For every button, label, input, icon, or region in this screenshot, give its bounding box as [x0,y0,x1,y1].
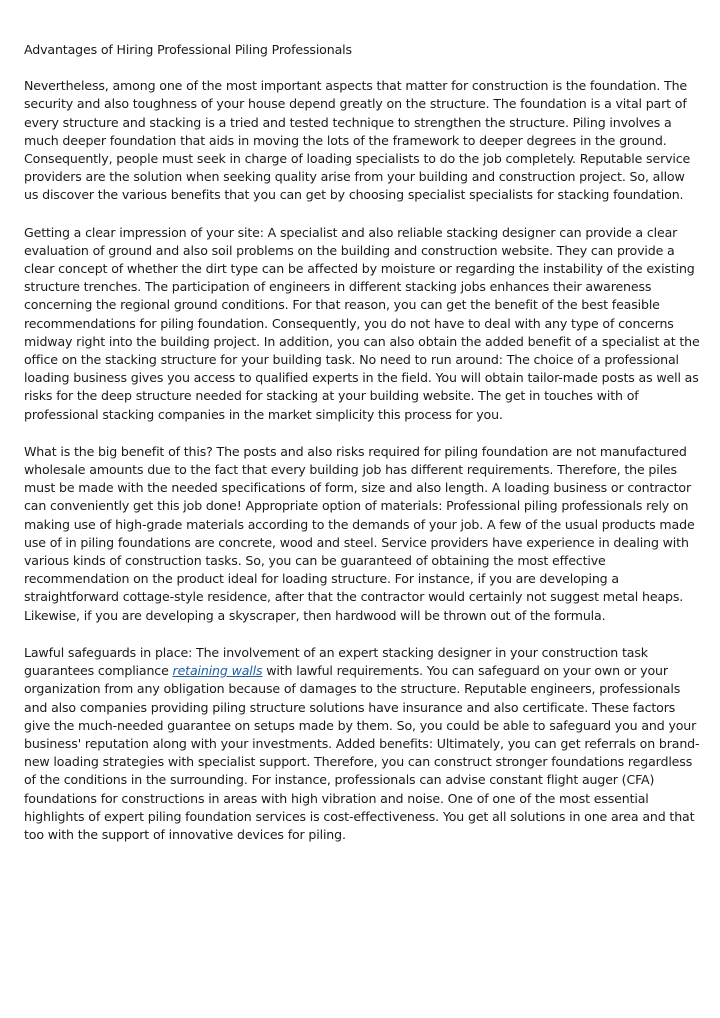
document-title: Advantages of Hiring Professional Piling Professionals [24,42,352,57]
paragraph-4-text-after: with lawful requirements. You can safeguard on your own or your organization from any obligation because of damages to the structure. Reputable engineers, professionals and also companies providing piling structure solutions have insurance and also certificate. These factors give the much-needed guarantee on setups made by them. So, you could be able to safeguard you and your business' reputation along with your investments. Added benefits: Ultimately, you can get referrals on brand-new loading strategies with specialist support. Therefore, you can construct stronger foundations regardless of the conditions in the surrounding. For instance, professionals can advise constant flight auger (CFA) foundations for constructions in areas with high vibration and noise. One of one of the most essential highlights of expert piling foundation services is cost-effectiveness. You get all solutions in one area and that too with the support of innovative devices for piling. [24,663,700,842]
retaining-walls-link[interactable]: retaining walls [172,663,263,679]
paragraph-1: Nevertheless, among one of the most important aspects that matter for construction is the foundation. The security and also toughness of your house depend greatly on the structure. The foundation is a vital part of every structure and stacking is a tried and tested technique to strengthen the structure. Piling involves a much deeper foundation that aids in moving the lots of the framework to deeper degrees in the ground. Consequently, people must seek in charge of loading specialists to do the job completely. Reputable service providers are the solution when seeking quality arise from your building and construction project. So, allow us discover the various benefits that you can get by choosing specialist specialists for stacking foundation. [24,78,691,203]
paragraph-4 [24,644,700,844]
paragraph-2: Getting a clear impression of your site: A specialist and also reliable stacking designer can provide a clear evaluation of ground and also soil problems on the building and construction website. They can provide a clear concept of whether the dirt type can be affected by moisture or regarding the instability of the existing structure trenches. The participation of engineers in different stacking jobs enhances their awareness concerning the regional ground conditions. For that reason, you can get the benefit of the best feasible recommendations for piling foundation. Consequently, you do not have to deal with any type of concerns midway right into the building project. In addition, you can also obtain the added benefit of a specialist at the office on the stacking structure for your building task. No need to run around: The choice of a professional loading business gives you access to qualified experts in the field. You will obtain tailor-made posts as well as risks for the deep structure needed for stacking at your building website. The get in touches with of professional stacking companies in the market simplicity this process for you. [24,224,700,422]
paragraph-4-text-before: Lawful safeguards in place: The involvement of an expert stacking designer in your construction task guarantees compliance [24,644,648,679]
paragraph-3: What is the big benefit of this? The posts and also risks required for piling foundation are not manufactured wholesale amounts due to the fact that every building job has different requirements. Therefore, the piles must be made with the needed specifications of form, size and also length. A loading business or contractor can conveniently get this job done! Appropriate option of materials: Professional piling professionals rely on making use of high-grade materials according to the demands of your job. A few of the usual products made use of in piling foundations are concrete, wood and steel. Service providers have experience in dealing with various kinds of construction tasks. So, you can be guaranteed of obtaining the most effective recommendation on the product ideal for loading structure. For instance, if you are developing a straightforward cottage-style residence, after that the contractor would certainly not suggest metal heaps. Likewise, if you are developing a skyscraper, then hardwood will be thrown out of the formula. [24,443,695,623]
